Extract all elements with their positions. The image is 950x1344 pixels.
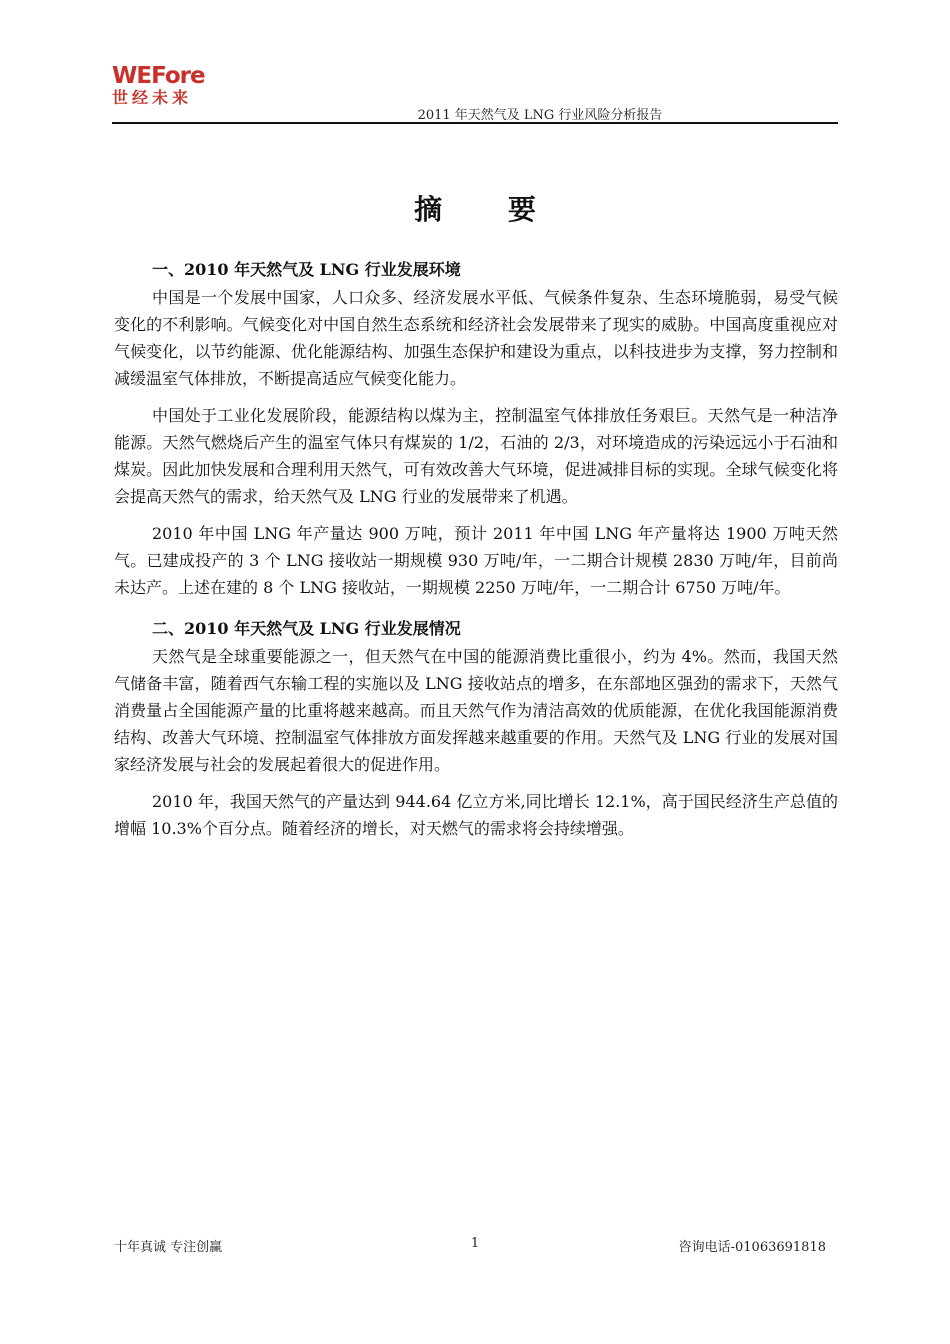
paragraph: 2010 年中国 LNG 年产量达 900 万吨，预计 2011 年中国 LNG 年产量将达 1900 万吨天然气。已建成投产的 3 个 LNG 接收站一期规模 930 万吨/年，一二期合计规模 2830 万吨/年，目前尚未达产。上述在建的 8 个 LNG 接收站，一期规模 2250 万吨/年，一二期合计 6750 万吨/年。 xyxy=(114,524,838,597)
document-body xyxy=(114,256,838,852)
page-number: 1 xyxy=(470,1236,480,1251)
section-2 xyxy=(114,615,838,842)
footer-contact: 咨询电话-01063691818 xyxy=(678,1240,826,1255)
logo-chinese-name: 世经未来 xyxy=(112,88,193,107)
paragraph: 中国处于工业化发展阶段，能源结构以煤为主，控制温室气体排放任务艰巨。天然气是一种洁净能源。天然气燃烧后产生的温室气体只有煤炭的 1/2，石油的 2/3，对环境造成的污染远远小于石油和煤炭。因此加快发展和合理利用天然气，可有效改善大气环境，促进减排目标的实现。全球气候变化将会提高天然气的需求，给天然气及 LNG 行业的发展带来了机遇。 xyxy=(114,406,838,506)
logo-wordmark: WEFore xyxy=(112,63,205,89)
company-logo xyxy=(112,64,212,112)
paragraph: 中国是一个发展中国家，人口众多、经济发展水平低、气候条件复杂、生态环境脆弱，易受气候变化的不利影响。气候变化对中国自然生态系统和经济社会发展带来了现实的威胁。中国高度重视应对气候变化，以节约能源、优化能源结构、加强生态保护和建设为重点，以科技进步为支撑，努力控制和减缓温室气体排放，不断提高适应气候变化能力。 xyxy=(114,288,838,388)
footer-slogan: 十年真诚 专注创赢 xyxy=(114,1240,223,1255)
section-heading: 二、2010 年天然气及 LNG 行业发展情况 xyxy=(152,619,461,638)
page-title: 摘 要 xyxy=(414,193,564,226)
section-heading: 一、2010 年天然气及 LNG 行业发展环境 xyxy=(152,260,461,279)
paragraph: 天然气是全球重要能源之一，但天然气在中国的能源消费比重很小，约为 4%。然而，我国天然气储备丰富，随着西气东输工程的实施以及 LNG 接收站点的增多，在东部地区强劲的需求下，天然气消费量占全国能源产量的比重将越来越高。而且天然气作为清洁高效的优质能源，在优化我国能源消费结构、改善大气环境、控制温室气体排放方面发挥越来越重要的作用。天然气及 LNG 行业的发展对国家经济发展与社会的发展起着很大的促进作用。 xyxy=(114,647,838,774)
section-1 xyxy=(114,256,838,601)
header-divider xyxy=(112,122,838,124)
running-header-title: 2011 年天然气及 LNG 行业风险分析报告 xyxy=(417,108,663,123)
paragraph: 2010 年，我国天然气的产量达到 944.64 亿立方米,同比增长 12.1%，高于国民经济生产总值的增幅 10.3%个百分点。随着经济的增长，对天燃气的需求将会持续增强。 xyxy=(114,792,838,838)
